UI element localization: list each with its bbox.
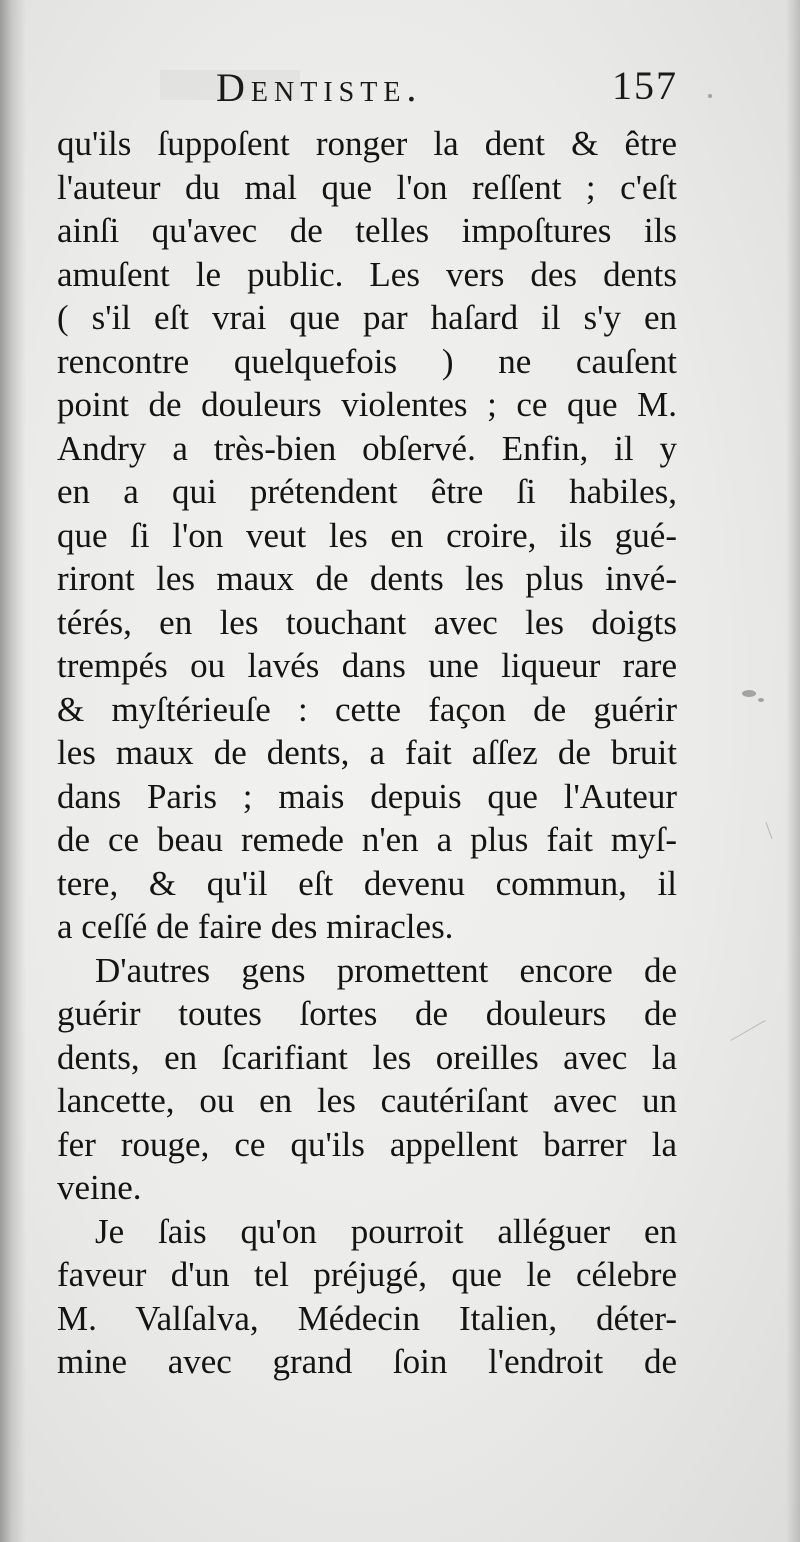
text-line: ainſi qu'avec de telles impoſtures ils — [57, 211, 677, 250]
text-line: lancette, ou en les cautériſant avec un — [57, 1081, 677, 1120]
text-line: en a qui prétendent être ſi habiles, — [57, 472, 677, 511]
text-line: l'auteur du mal que l'on reſſent ; c'eſt — [57, 167, 677, 207]
text-line: amuſent le public. Les vers des dents — [57, 254, 677, 294]
text-line: dans Paris ; mais depuis que l'Auteur — [57, 776, 677, 816]
paragraph-first-line: D'autres gens promettent encore de — [95, 950, 677, 990]
gutter-shadow — [0, 0, 26, 1542]
running-head: Dentiste. — [216, 65, 423, 110]
text-line: rencontre quelquefois ) ne cauſent — [57, 341, 677, 381]
page-header — [56, 58, 680, 108]
text-line: faveur d'un tel préjugé, que le célebre — [57, 1255, 677, 1294]
text-line: dents, en ſcarifiant les oreilles avec la — [57, 1037, 677, 1077]
text-line: térés, en les touchant avec les doigts — [57, 602, 677, 642]
page-number: 157 — [612, 63, 678, 108]
paragraph-last-line: a ceſſé de faire des miracles. — [57, 907, 454, 946]
page-edge-shadow — [786, 0, 800, 1542]
text-line: qu'ils ſuppoſent ronger la dent & être — [57, 124, 677, 163]
body-text — [57, 122, 677, 1384]
text-line: tere, & qu'il eſt devenu commun, il — [57, 863, 677, 903]
paper-fiber — [765, 822, 772, 839]
text-line: Andry a très-bien obſervé. Enfin, il y — [57, 428, 677, 468]
text-line: trempés ou lavés dans une liqueur rare — [57, 646, 677, 685]
text-line: que ſi l'on veut les en croire, ils gué- — [57, 515, 677, 555]
text-line: riront les maux de dents les plus invé- — [57, 559, 677, 598]
text-line: ( s'il eſt vrai que par haſard il s'y en — [57, 298, 677, 337]
text-line: les maux de dents, a fait aſſez de bruit — [57, 733, 677, 772]
ink-speck — [708, 94, 712, 98]
ink-speck — [742, 690, 756, 697]
text-line: de ce beau remede n'en a plus fait myſ- — [57, 820, 677, 859]
paper-fiber — [730, 1020, 765, 1041]
text-line: point de douleurs violentes ; ce que M. — [57, 385, 677, 424]
text-line: & myſtérieuſe : cette façon de guérir — [57, 689, 677, 729]
ink-speck — [758, 698, 764, 702]
text-line: fer rouge, ce qu'ils appellent barrer la — [57, 1124, 677, 1164]
paragraph-last-line: veine. — [57, 1168, 142, 1207]
text-line: mine avec grand ſoin l'endroit de — [57, 1342, 677, 1381]
paragraph-first-line: Je ſais qu'on pourroit alléguer en — [95, 1211, 677, 1251]
text-line: guérir toutes ſortes de douleurs de — [57, 994, 677, 1033]
text-line: M. Valſalva, Médecin Italien, déter- — [57, 1298, 677, 1338]
